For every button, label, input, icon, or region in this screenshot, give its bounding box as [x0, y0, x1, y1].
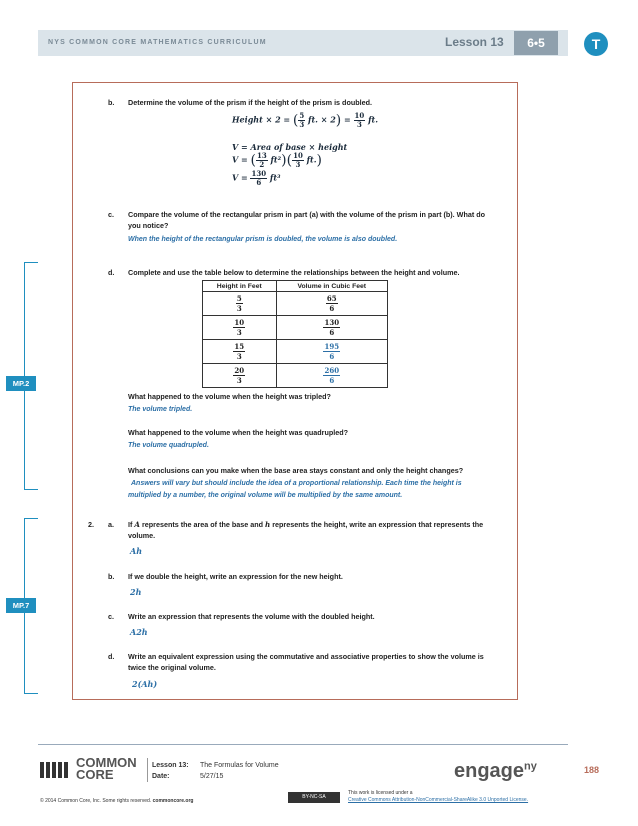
- common-core-logo-icon: [40, 762, 70, 778]
- height-cell: $\frac{5}{3}$: [203, 292, 277, 316]
- volume-cell: $\frac{65}{6}$: [276, 292, 387, 316]
- item-label-2d: d.: [108, 652, 115, 661]
- problem-number-2: 2.: [88, 520, 94, 529]
- footer-lesson-value: The Formulas for Volume: [200, 762, 279, 769]
- table-row: [203, 316, 388, 340]
- volume-cell: $\frac{130}{6}$: [276, 316, 387, 340]
- question-1c-line1: Compare the volume of the rectangular prism in part (a) with the volume of the prism in part (b). What do: [128, 210, 486, 219]
- question-2d-line1: Write an equivalent expression using the commutative and associative properties to show the volume is: [128, 652, 484, 661]
- answer-2a: Ah: [130, 546, 143, 556]
- item-label-2a: a.: [108, 520, 114, 529]
- question-tripled: What happened to the volume when the height was tripled?: [128, 392, 331, 401]
- question-2d-line2: twice the original volume.: [128, 663, 216, 672]
- content-frame: [72, 82, 518, 700]
- height-cell: $\frac{10}{3}$: [203, 316, 277, 340]
- answer-conclusions-line1: Answers will vary but should include the idea of a proportional relationship. Each time the height is: [131, 480, 462, 487]
- question-1c-line2: you notice?: [128, 221, 169, 230]
- volume-cell-answer: $\frac{260}{6}$: [276, 364, 387, 388]
- math-volume-formula: V = Area of base × height: [232, 142, 348, 152]
- question-2c: Write an expression that represents the volume with the doubled height.: [128, 612, 375, 621]
- item-label-1b: b.: [108, 98, 115, 107]
- answer-2d: 2(Ah): [132, 679, 158, 689]
- question-2a-line2: volume.: [128, 531, 156, 540]
- lesson-label: Lesson 13: [445, 35, 504, 49]
- math-volume-product: V = ( $\frac{13}{2}$ ft²)( $\frac{10}{3}$ ft.): [232, 151, 323, 169]
- question-quadrupled: What happened to the volume when the height was quadrupled?: [128, 428, 349, 437]
- mp2-tag: MP.2: [6, 376, 36, 391]
- answer-1c: When the height of the rectangular prism is doubled, the volume is also doubled.: [128, 236, 398, 243]
- license-text: This work is licensed under a Creative Commons Attribution-NonCommercial-ShareAlike 3.0 Unported License.: [348, 790, 529, 803]
- answer-2b: 2h: [130, 587, 142, 597]
- page-number: 188: [584, 765, 600, 775]
- answer-conclusions-line2: multiplied by a number, the original volume will be multiplied by the same amount.: [128, 492, 403, 499]
- curriculum-title: NYS COMMON CORE MATHEMATICS CURRICULUM: [48, 39, 267, 46]
- height-cell: $\frac{15}{3}$: [203, 340, 277, 364]
- table-row: [203, 364, 388, 388]
- item-label-1d: d.: [108, 268, 115, 277]
- cc-license-badge: BY-NC-SA: [288, 792, 340, 803]
- mp7-tag: MP.7: [6, 598, 36, 613]
- question-conclusions: What conclusions can you make when the base area stays constant and only the height changes?: [128, 466, 464, 475]
- footer-separator: [147, 758, 148, 782]
- math-volume-result: V = $\frac{130}{6}$ ft³: [232, 169, 281, 187]
- answer-2c: A2h: [130, 627, 148, 637]
- copyright-notice: © 2014 Common Core, Inc. Some rights reserved. commoncore.org: [40, 798, 194, 804]
- item-label-2c: c.: [108, 612, 114, 621]
- question-2a-line1: If A represents the area of the base and h represents the height, write an expression that represents the: [128, 520, 484, 529]
- answer-quadrupled: The volume quadrupled.: [128, 442, 209, 449]
- item-label-2b: b.: [108, 572, 115, 581]
- teacher-edition-icon: T: [584, 32, 608, 56]
- question-1d: Complete and use the table below to determine the relationships between the height and volume.: [128, 268, 460, 277]
- table-header-height: Height in Feet: [203, 281, 277, 292]
- grade-badge: 6•5: [514, 31, 558, 55]
- height-volume-table: [202, 280, 388, 388]
- item-label-1c: c.: [108, 210, 114, 219]
- license-link[interactable]: Creative Commons Attribution-NonCommercial-ShareAlike 3.0 Unported License.: [348, 797, 529, 803]
- math-height-doubled: Height × 2 = ( $\frac{5}{3}$ ft. × 2) = $\frac{10}{3}$ ft.: [232, 111, 379, 129]
- table-header-volume: Volume in Cubic Feet: [276, 281, 387, 292]
- footer-lesson-label: Lesson 13:: [152, 762, 189, 769]
- volume-cell-answer: $\frac{195}{6}$: [276, 340, 387, 364]
- question-2b: If we double the height, write an expression for the new height.: [128, 572, 343, 581]
- engage-ny-logo: engage$^{ny}$: [454, 760, 537, 782]
- question-1b: Determine the volume of the prism if the height of the prism is doubled.: [128, 98, 372, 107]
- answer-tripled: The volume tripled.: [128, 406, 193, 413]
- table-row: [203, 292, 388, 316]
- common-core-logo-text: COMMON CORE: [76, 755, 137, 782]
- footer-date-value: 5/27/15: [200, 773, 224, 780]
- table-row: [203, 340, 388, 364]
- footer-date-label: Date:: [152, 773, 170, 780]
- height-cell: $\frac{20}{3}$: [203, 364, 277, 388]
- footer-divider: [38, 744, 568, 745]
